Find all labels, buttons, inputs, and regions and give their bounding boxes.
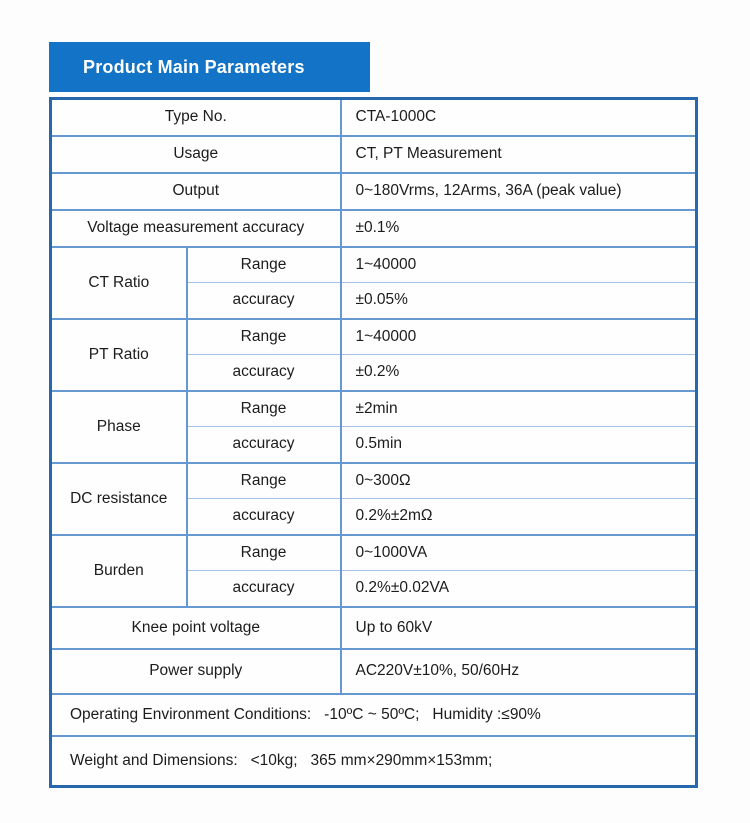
table-row [51, 736, 697, 787]
group-value-accuracy: 0.5min [341, 427, 697, 463]
group-value-range: 0~300Ω [341, 463, 697, 499]
table-row [51, 210, 697, 247]
section-title: Product Main Parameters [83, 56, 305, 77]
full-row-text: Weight and Dimensions: <10kg; 365 mm×290mm×153mm; [51, 736, 697, 787]
group-value-accuracy: 0.2%±0.02VA [341, 571, 697, 607]
sub-label-range: Range [187, 391, 341, 427]
table-row [51, 535, 697, 571]
sub-label-accuracy: accuracy [187, 427, 341, 463]
row-value: AC220V±10%, 50/60Hz [341, 649, 697, 694]
table-row [51, 247, 697, 283]
group-value-range: 0~1000VA [341, 535, 697, 571]
sub-label-range: Range [187, 319, 341, 355]
group-label: Burden [51, 535, 187, 607]
row-label: Type No. [51, 99, 341, 136]
table-row [51, 391, 697, 427]
table-row [51, 99, 697, 136]
row-value: ±0.1% [341, 210, 697, 247]
sub-label-accuracy: accuracy [187, 571, 341, 607]
table-row [51, 463, 697, 499]
row-value: CT, PT Measurement [341, 136, 697, 173]
table-row [51, 694, 697, 736]
table-row [51, 607, 697, 649]
table-row [51, 649, 697, 694]
row-value: CTA-1000C [341, 99, 697, 136]
group-value-accuracy: 0.2%±2mΩ [341, 499, 697, 535]
table-row [51, 173, 697, 210]
group-label: DC resistance [51, 463, 187, 535]
group-value-range: ±2min [341, 391, 697, 427]
full-row-text: Operating Environment Conditions: -10ºC ~ 50ºC; Humidity :≤90% [51, 694, 697, 736]
spec-table [49, 97, 698, 788]
group-label: PT Ratio [51, 319, 187, 391]
group-label: CT Ratio [51, 247, 187, 319]
sub-label-range: Range [187, 463, 341, 499]
group-label: Phase [51, 391, 187, 463]
sub-label-range: Range [187, 535, 341, 571]
row-label: Knee point voltage [51, 607, 341, 649]
sub-label-accuracy: accuracy [187, 355, 341, 391]
group-value-accuracy: ±0.2% [341, 355, 697, 391]
group-value-accuracy: ±0.05% [341, 283, 697, 319]
section-banner [49, 42, 370, 92]
sub-label-accuracy: accuracy [187, 283, 341, 319]
row-label: Power supply [51, 649, 341, 694]
table-row [51, 319, 697, 355]
group-value-range: 1~40000 [341, 319, 697, 355]
row-value: Up to 60kV [341, 607, 697, 649]
row-label: Voltage measurement accuracy [51, 210, 341, 247]
group-value-range: 1~40000 [341, 247, 697, 283]
row-label: Usage [51, 136, 341, 173]
sub-label-accuracy: accuracy [187, 499, 341, 535]
row-value: 0~180Vrms, 12Arms, 36A (peak value) [341, 173, 697, 210]
table-row [51, 136, 697, 173]
row-label: Output [51, 173, 341, 210]
sub-label-range: Range [187, 247, 341, 283]
